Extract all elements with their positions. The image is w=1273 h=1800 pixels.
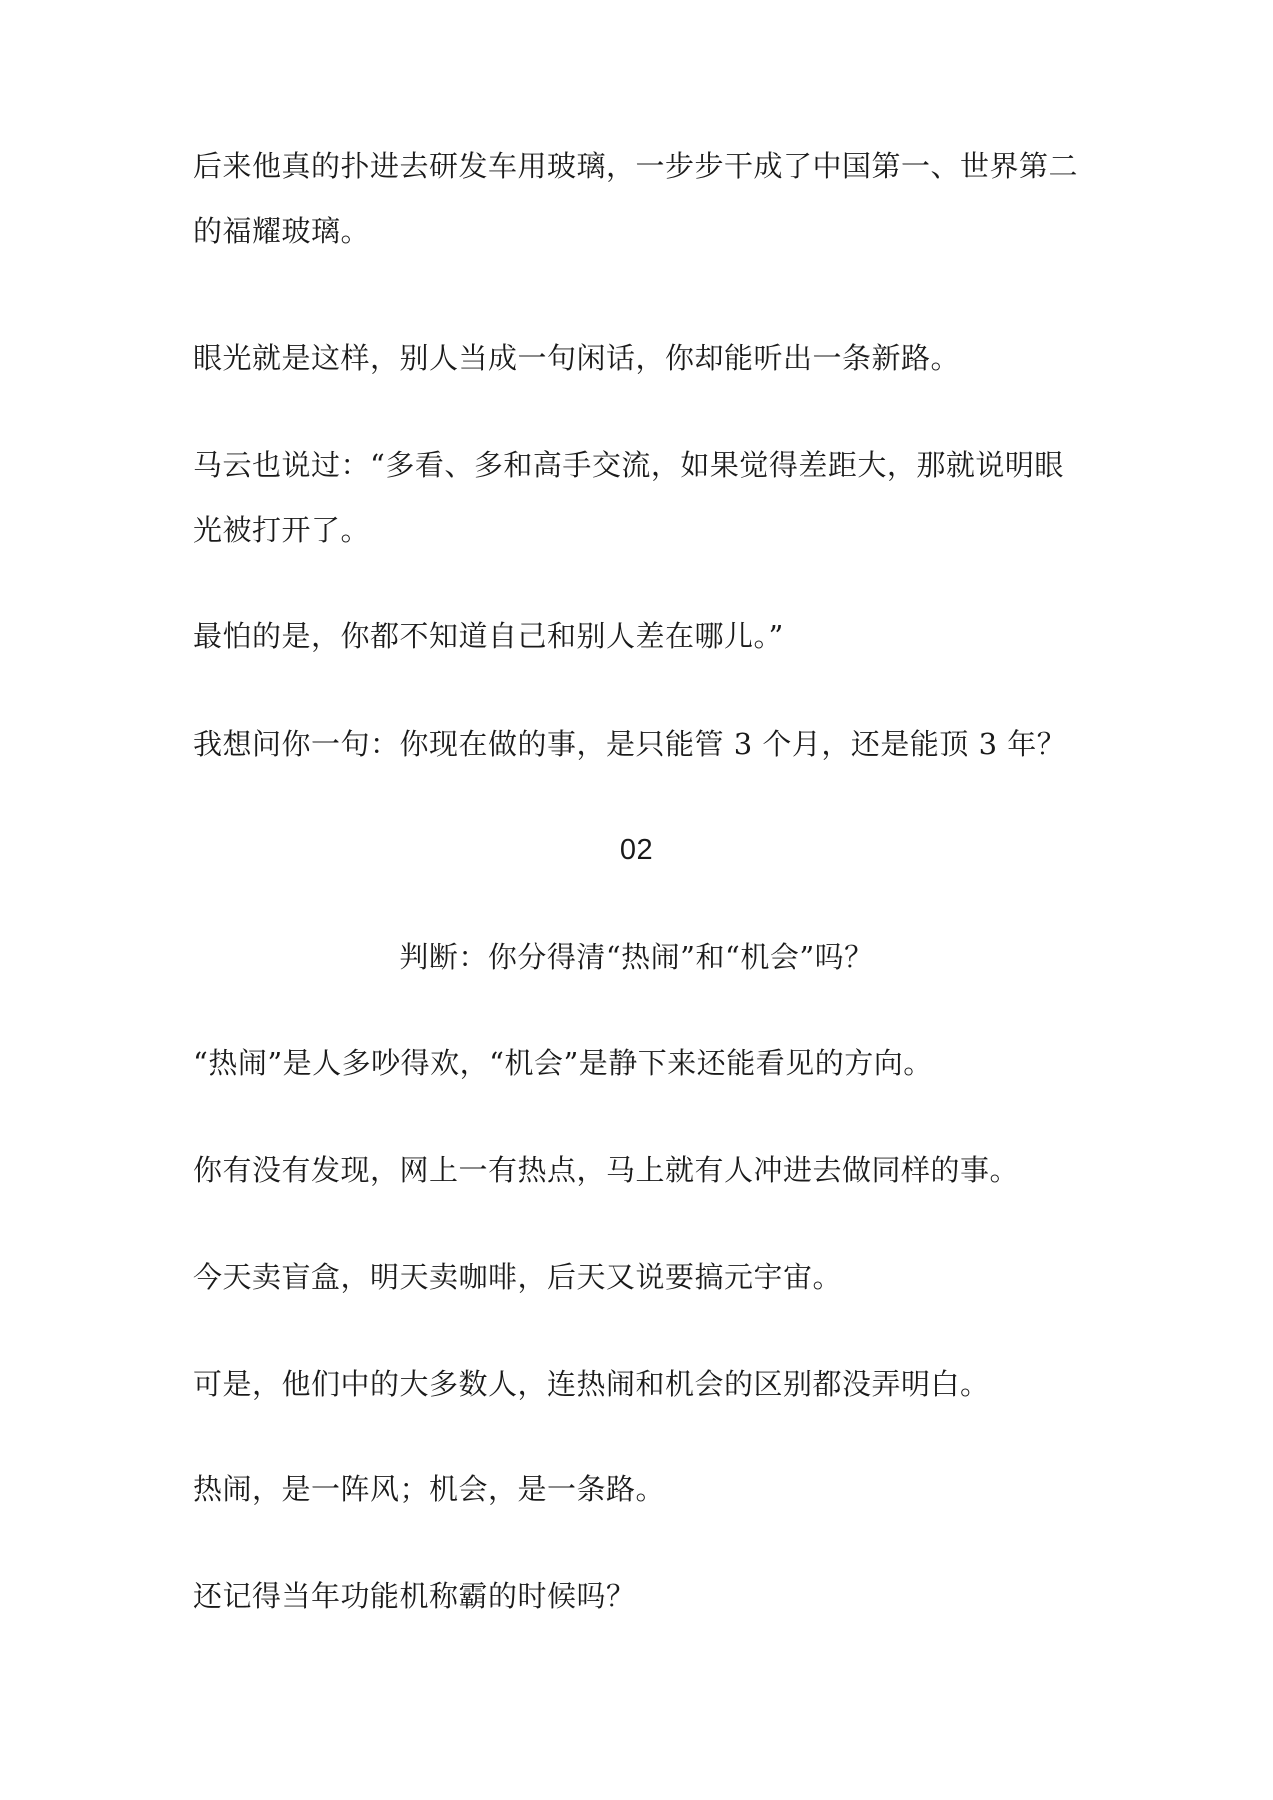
paragraph-9: 可是，他们中的大多数人，连热闹和机会的区别都没弄明白。 [193, 1367, 990, 1401]
paragraph-8: 今天卖盲盒，明天卖咖啡，后天又说要搞元宇宙。 [193, 1260, 843, 1294]
paragraph-11: 还记得当年功能机称霸的时候吗？ [193, 1579, 636, 1613]
paragraph-7: 你有没有发现，网上一有热点，马上就有人冲进去做同样的事。 [193, 1153, 1020, 1187]
paragraph-2: 眼光就是这样，别人当成一句闲话，你却能听出一条新路。 [193, 341, 961, 375]
paragraph-3-line-2: 光被打开了。 [193, 513, 371, 547]
paragraph-6: “热闹”是人多吵得欢，“机会”是静下来还能看见的方向。 [193, 1046, 933, 1080]
section-title: 判断：你分得清“热闹”和“机会”吗？ [399, 940, 874, 974]
paragraph-1-line-2: 的福耀玻璃。 [193, 214, 371, 248]
paragraph-10: 热闹，是一阵风；机会，是一条路。 [193, 1472, 666, 1506]
paragraph-3-line-1: 马云也说过：“多看、多和高手交流，如果觉得差距大，那就说明眼 [193, 448, 1064, 482]
paragraph-4: 最怕的是，你都不知道自己和别人差在哪儿。” [193, 619, 784, 653]
section-number: 02 [619, 834, 654, 866]
paragraph-5: 我想问你一句：你现在做的事，是只能管 3 个月，还是能顶 3 年？ [193, 727, 1067, 761]
paragraph-1-line-1: 后来他真的扑进去研发车用玻璃，一步步干成了中国第一、世界第二 [193, 149, 1079, 183]
